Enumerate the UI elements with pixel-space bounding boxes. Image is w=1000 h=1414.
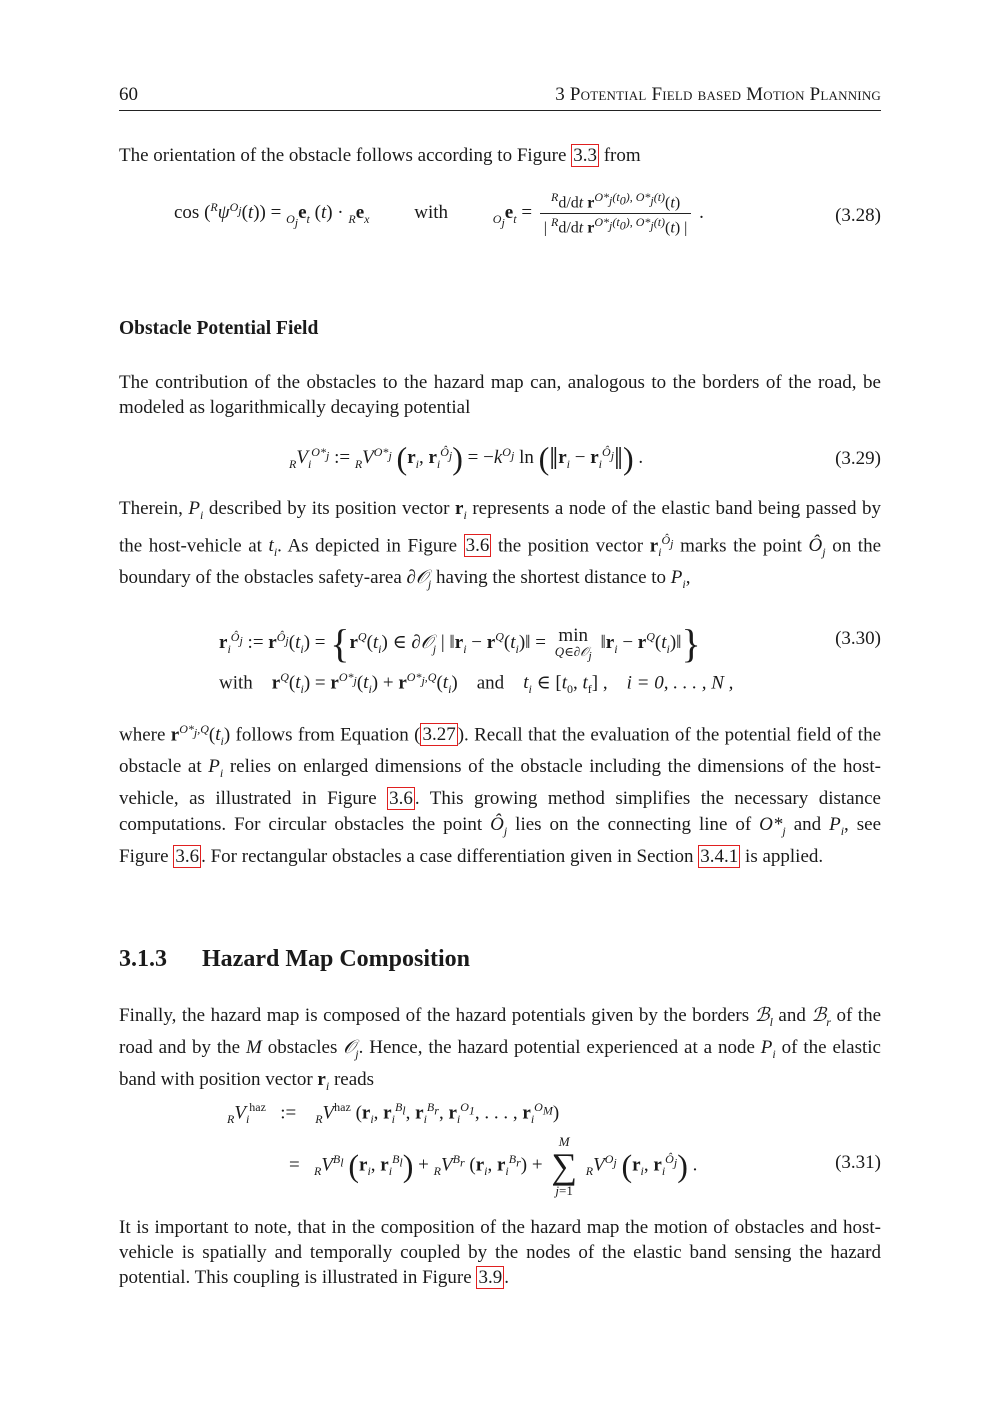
page bbox=[119, 0, 881, 1414]
figure-link-3-6[interactable]: 3.6 bbox=[465, 535, 490, 557]
section-title: Hazard Map Composition bbox=[202, 946, 471, 972]
running-header bbox=[119, 84, 881, 111]
figure-link-3-6[interactable]: 3.6 bbox=[175, 845, 200, 867]
intro-paragraph: The orientation of the obstacle follows according to Figure 3.3 from bbox=[119, 145, 641, 166]
obstacle-paragraph: The contribution of the obstacles to the hazard map can, analogous to the borders of the road, be modeled as logarithmically decaying potential bbox=[119, 372, 881, 419]
section-heading-hazard-map-composition bbox=[119, 946, 470, 973]
equation-number-3-28: (3.28) bbox=[835, 205, 881, 226]
figure-link-3-3[interactable]: 3.3 bbox=[573, 145, 597, 166]
where-paragraph: where $r^{O*_j,Q}(t_i)$ follows from Equation ( 3.27 ). Recall that the evaluation of the potential field of the obstacle at $P_i$ relies on enlarged dimensions of the obstacle including the dimensions of the host-vehicle, as illustrated in Figure 3.6 . This growing method simplifies the necessary distance computations. For circular obstacles the point $Ô_j$ lies on the connecting line of $O*_j$ and $P_i$, see Figure 3.6 . For rectangular obstacles a case differentiation given in Section 3.4.1 is applied. bbox=[119, 722, 882, 867]
equation-3-30-line-2: with $r^Q(t_i) = r^{O*_j}(t_i) + r^{O*_j,Q}(t_i)$ and $t_i$ ∈ [$t_0$, $t_f$] , i = 0, . . . , N , bbox=[219, 670, 734, 697]
figure-link-3-6[interactable]: 3.6 bbox=[389, 788, 413, 810]
min-operator: min Q∈∂𝒪$_j$ bbox=[554, 624, 592, 663]
therein-paragraph: Therein, $P_i$ described by its position vector $r_i$ represents a node of the elastic band being passed by the host-vehicle at $t_i$. As depicted in Figure 3.6 the position vector $r_i^{Ô_j}$ marks the point $Ô_j$ on the boundary of the obstacles safety-area ∂𝒪$_j$ having the shortest distance to $P_i$, bbox=[119, 498, 882, 592]
subsection-heading-obstacle-potential-field: Obstacle Potential Field bbox=[119, 318, 319, 339]
equation-3-29: $_RV_i^{O*_j}$ := $_RV^{O*_j}$ ($r_i$, $r_i^{Ô_j}) = -k^{O_j}$ $\ln (‖r_i$ − $r_i^{Ô_j}‖$) . bbox=[289, 440, 644, 476]
section-number: 3.1.3 bbox=[119, 946, 167, 972]
equation-3-31-line-1: $_RV_i^{haz}$ := $_RV^{haz}$ ($r_i$, $r_i^{B_l}$, $r_i^{B_r}$, $r_i^{O_1}$, . . . , $r_i^{O_M}$) bbox=[227, 1100, 560, 1127]
equation-3-28: $\cos (^R\psi^{O_j}(t)) = _{O_j}e_t$ $(t) \cdot _Re_x$ with $_{O_j}e_t$ = $\frac{^Rd/dt r^{O*_j(t_0), O*_j(t)}(t)}{| ^Rd/dt r^{O*_j(t_0), O*_j(t)}(t) |}$ . bbox=[174, 190, 704, 237]
section-link-3-4-1[interactable]: 3.4.1 bbox=[700, 845, 739, 867]
equation-3-31-line-2: = $_RV^{B_l}$ ($r_i$, $r_i^{B_l}) + _RV^{B_r}$ ($r_i$, $r_i^{B_r}$) + M ∑ j=1 $_RV^{O_j}$ ($r_i$, $r_i^{Ô_j}$) . bbox=[289, 1134, 698, 1198]
equation-number-3-31: (3.31) bbox=[835, 1152, 881, 1173]
figure-link-3-9[interactable]: 3.9 bbox=[478, 1267, 503, 1289]
closing-paragraph: It is important to note, that in the composition of the hazard map the motion of obstacles and host-vehicle is spatially and temporally coupled by the nodes of the elastic band sensing the hazard potential. This coupling is illustrated in Figure 3.9 . bbox=[119, 1217, 881, 1289]
page-number: 60 bbox=[119, 84, 138, 105]
summation-symbol: M ∑ j=1 bbox=[551, 1134, 577, 1198]
fraction: $\frac{^Rd/dt r^{O*_j(t_0), O*_j(t)}(t)}{| ^Rd/dt r^{O*_j(t_0), O*_j(t)}(t) |}$ bbox=[540, 190, 692, 238]
equation-number-3-30: (3.30) bbox=[835, 628, 881, 649]
chapter-title: 3 Potential Field based Motion Planning bbox=[555, 84, 881, 105]
equation-number-3-29: (3.29) bbox=[835, 448, 881, 469]
finally-paragraph: Finally, the hazard map is composed of the hazard potentials given by the borders ℬ$_l$ and ℬ$_r$ of the road and by the M obstacles 𝒪$_j$. Hence, the hazard potential experienced at a node $P_i$ of the elastic band with position vector $r_i$ reads bbox=[119, 1005, 882, 1093]
equation-link-3-27[interactable]: 3.27 bbox=[422, 724, 456, 746]
equation-3-30-line-1: $r_i^{Ô_j}$ := $r^{Ô_j}(t_i) = \{r^Q(t_i)$ ∈ ∂𝒪$_j$ | $‖r_i$ − $r^Q(t_i)‖$ = min Q∈∂𝒪$_j$ $‖r_i$ − $r^Q(t_i)‖$} bbox=[219, 621, 701, 666]
eq-with-label: with bbox=[414, 202, 449, 224]
